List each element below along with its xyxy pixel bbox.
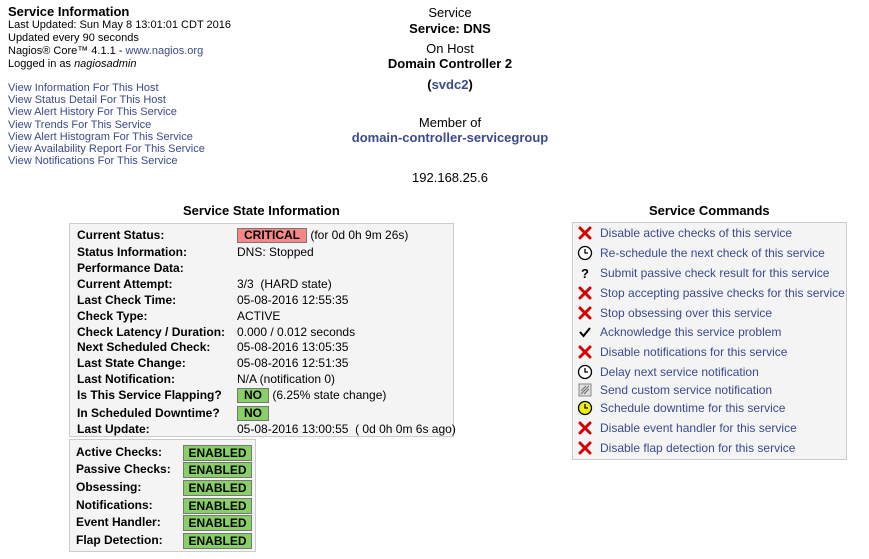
host-alias-link[interactable]: svdc2: [431, 77, 469, 92]
service-state-panel: [69, 223, 454, 437]
obsessing-enabled-badge: ENABLED: [183, 480, 252, 496]
state-row-last-notification: Last Notification: N/A (notification 0): [77, 372, 336, 386]
host-alias: (svdc2): [427, 77, 473, 92]
state-row-next-scheduled-check: Next Scheduled Check: 05-08-2016 13:05:35: [77, 340, 349, 354]
red-x-icon: [577, 344, 593, 360]
command-acknowledge-problem[interactable]: Acknowledge this service problem: [577, 323, 781, 341]
red-x-icon: [577, 305, 593, 321]
active-checks-enabled-badge: ENABLED: [183, 445, 252, 461]
downtime-clock-icon: [577, 400, 593, 416]
state-row-current-status: Current Status: CRITICAL (for 0d 0h 9m 26s): [77, 228, 409, 242]
command-disable-active-checks[interactable]: Disable active checks of this service: [577, 224, 792, 242]
feature-row-event-handler: Event Handler: ENABLED: [76, 515, 161, 530]
service-label: Service: [428, 5, 472, 20]
command-schedule-downtime[interactable]: Schedule downtime for this service: [577, 399, 785, 417]
update-interval-text: Updated every 90 seconds: [8, 32, 139, 44]
checkmark-icon: [577, 324, 593, 340]
flapping-no-badge: NO: [237, 388, 269, 403]
flap-detection-enabled-badge: ENABLED: [183, 533, 252, 549]
command-stop-obsessing[interactable]: Stop obsessing over this service: [577, 304, 772, 322]
nagios-website-link[interactable]: www.nagios.org: [125, 45, 204, 57]
clock-icon: [577, 245, 593, 261]
member-of-label: Member of: [418, 115, 482, 130]
command-reschedule-check[interactable]: Re-schedule the next check of this service: [577, 244, 825, 262]
passive-checks-enabled-badge: ENABLED: [183, 462, 252, 478]
nav-link-alert-history[interactable]: View Alert History For This Service: [8, 106, 177, 119]
state-section-title: Service State Information: [183, 203, 340, 218]
nav-link-trends[interactable]: View Trends For This Service: [8, 118, 152, 131]
command-disable-flap-detection[interactable]: Disable flap detection for this service: [577, 439, 795, 457]
nav-link-host-information[interactable]: View Information For This Host: [8, 82, 159, 94]
notifications-enabled-badge: ENABLED: [183, 498, 252, 514]
page-title: Service Information: [8, 4, 130, 19]
feature-row-obsessing: Obsessing: ENABLED: [76, 480, 141, 495]
logged-in-user: nagiosadmin: [74, 58, 137, 70]
state-row-last-state-change: Last State Change: 05-08-2016 12:51:35: [77, 356, 349, 370]
state-row-status-information: Status Information: DNS: Stopped: [77, 245, 314, 259]
event-handler-enabled-badge: ENABLED: [183, 515, 252, 531]
downtime-no-badge: NO: [237, 406, 269, 421]
commands-section-title: Service Commands: [649, 203, 770, 218]
feature-row-passive-checks: Passive Checks: ENABLED: [76, 462, 171, 477]
notification-icon: [577, 382, 593, 398]
servicegroup-link[interactable]: domain-controller-servicegroup: [351, 130, 549, 145]
command-submit-passive-result[interactable]: ? Submit passive check result for this service: [577, 264, 829, 282]
logged-in-prefix: Logged in as: [8, 58, 75, 70]
service-name: Service: DNS: [409, 21, 491, 36]
red-x-icon: [577, 285, 593, 301]
nav-link-notifications[interactable]: View Notifications For This Service: [8, 155, 178, 168]
nav-link-alert-histogram[interactable]: View Alert Histogram For This Service: [8, 130, 193, 143]
critical-status-badge: CRITICAL: [237, 228, 307, 243]
feature-row-active-checks: Active Checks: ENABLED: [76, 445, 162, 460]
red-x-icon: [577, 440, 593, 456]
nav-link-host-status-detail[interactable]: View Status Detail For This Host: [8, 94, 166, 107]
state-row-last-check-time: Last Check Time: 05-08-2016 12:55:35: [77, 293, 349, 307]
red-x-icon: [577, 420, 593, 436]
last-updated-text: Last Updated: Sun May 8 13:01:01 CDT 2016: [8, 19, 231, 31]
red-x-icon: [577, 225, 593, 241]
state-row-performance-data: Performance Data:: [77, 261, 184, 275]
feature-row-flap-detection: Flap Detection: ENABLED: [76, 533, 163, 548]
command-disable-event-handler[interactable]: Disable event handler for this service: [577, 419, 797, 437]
version-prefix: Nagios® Core™ 4.1.1 -: [8, 45, 126, 57]
clock-icon: [577, 364, 593, 380]
on-host-label: On Host: [426, 41, 474, 56]
service-features-panel: [69, 439, 256, 552]
state-row-scheduled-downtime: In Scheduled Downtime? NO: [77, 406, 220, 420]
state-row-check-type: Check Type: ACTIVE: [77, 309, 281, 323]
command-delay-notification[interactable]: Delay next service notification: [577, 363, 759, 381]
host-address: 192.168.25.6: [412, 170, 488, 185]
state-row-flapping: Is This Service Flapping? NO (6.25% state change): [77, 388, 387, 402]
state-row-last-update: Last Update: 05-08-2016 13:00:55 ( 0d 0h 0m 6s ago): [77, 422, 456, 436]
command-send-custom-notification[interactable]: Send custom service notification: [577, 381, 772, 399]
state-row-check-latency: Check Latency / Duration: 0.000 / 0.012 seconds: [77, 325, 356, 339]
command-stop-passive-checks[interactable]: Stop accepting passive checks for this service: [577, 284, 845, 302]
nav-link-availability-report[interactable]: View Availability Report For This Service: [8, 143, 205, 156]
state-row-current-attempt: Current Attempt: 3/3 (HARD state): [77, 277, 332, 291]
service-commands-panel: [572, 222, 847, 460]
feature-row-notifications: Notifications: ENABLED: [76, 498, 153, 513]
question-icon: ?: [581, 265, 589, 281]
host-name: Domain Controller 2: [387, 56, 513, 71]
command-disable-notifications[interactable]: Disable notifications for this service: [577, 343, 787, 361]
